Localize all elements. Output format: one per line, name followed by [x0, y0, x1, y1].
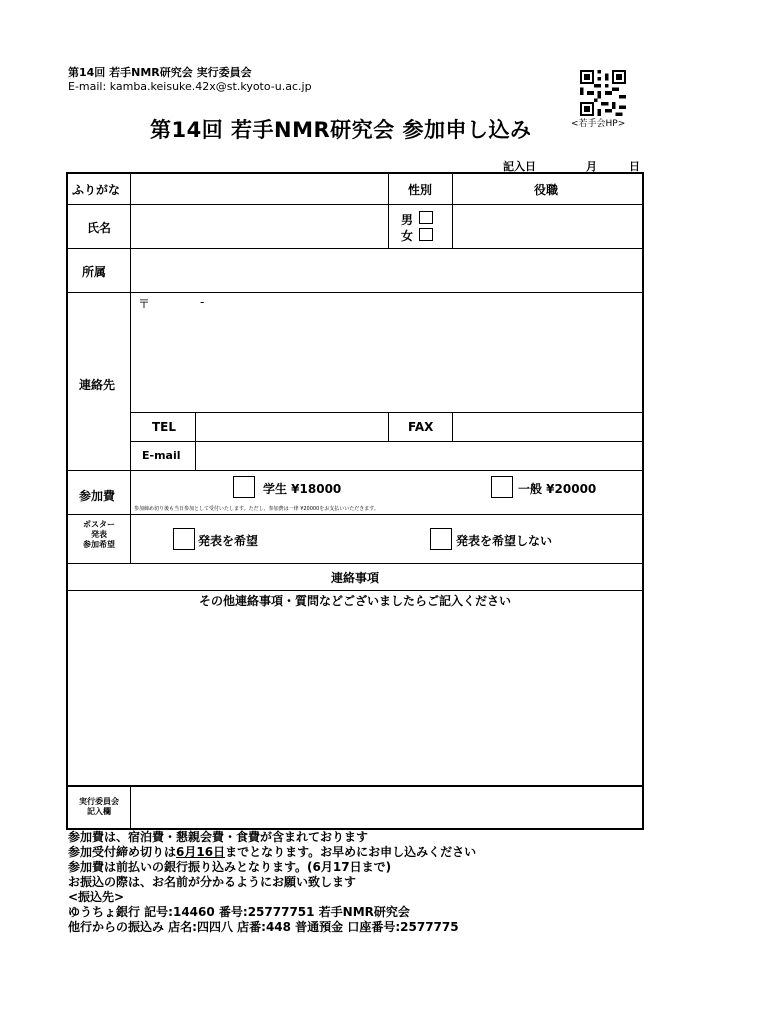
notes-header: 連絡事項 [330, 571, 379, 585]
committee-label: 実行委員会 記入欄 [79, 797, 119, 816]
footer-line-yucho: ゆうちょ銀行 記号:14460 番号:25777751 若手NMR研究会 [68, 905, 410, 919]
fee-note: 参加締め切り後も当日参加として受付いたします。ただし、参加費は一律 ¥20000をお支払いいただきます。 [134, 506, 379, 512]
notes-prompt: その他連絡事項・質問などございましたらご記入ください [198, 594, 511, 608]
gender-label: 性別 [408, 183, 433, 197]
male-label: 男 [401, 213, 414, 227]
address-input[interactable] [131, 293, 641, 411]
female-checkbox[interactable] [419, 228, 433, 241]
female-label: 女 [401, 229, 414, 243]
committee-field [131, 787, 641, 828]
poster-label: ポスター 発表 参加希望 [83, 520, 115, 549]
fee-student-checkbox[interactable] [233, 476, 255, 498]
affiliation-label: 所属 [82, 265, 107, 279]
footer-line-bank-header: <振込先> [68, 890, 125, 904]
fee-general-label: 一般 ¥20000 [518, 482, 597, 496]
fee-label: 参加費 [79, 489, 116, 503]
furigana-label: ふりがな [72, 183, 121, 197]
fee-general-checkbox[interactable] [491, 476, 513, 498]
application-form [66, 172, 644, 830]
tel-label: TEL [152, 420, 177, 434]
qr-code-icon [577, 70, 629, 116]
name-label: 氏名 [87, 221, 112, 235]
footer-line-deadline: 参加受付締め切りは6月16日までとなります。お早めにお申し込みください [68, 845, 477, 859]
male-checkbox[interactable] [419, 211, 433, 224]
position-label: 役職 [534, 183, 559, 197]
affiliation-input[interactable] [131, 249, 641, 291]
date-month[interactable]: 月 [586, 160, 597, 173]
deadline-date: 6月16日 [176, 845, 226, 859]
organizer-email: E-mail: kamba.keisuke.42x@st.kyoto-u.ac.jp [68, 80, 312, 93]
organizer-name: 第14回 若手NMR研究会 実行委員会 [68, 66, 252, 79]
fax-input[interactable] [453, 413, 641, 440]
tel-input[interactable] [196, 413, 387, 440]
footer-line-fee: 参加費は、宿泊費・懇親会費・食費が含まれております [68, 830, 369, 844]
qr-caption: <若手会HP> [571, 119, 626, 129]
furigana-input[interactable] [131, 175, 387, 203]
footer-line-other-bank: 他行からの振込み 店名:四四八 店番:448 普通預金 口座番号:2577775 [68, 920, 459, 934]
poster-yes-checkbox[interactable] [173, 528, 195, 550]
page-title: 第14回 若手NMR研究会 参加申し込み [150, 118, 532, 142]
postal-mark: 〒 [138, 297, 151, 311]
poster-yes-label: 発表を希望 [198, 534, 259, 548]
fax-label: FAX [408, 420, 434, 434]
date-label: 記入日 [503, 160, 536, 173]
poster-no-label: 発表を希望しない [456, 534, 553, 548]
footer-line-prepay: 参加費は前払いの銀行振り込みとなります。(6月17日まで) [68, 860, 392, 874]
email-label: E-mail [142, 449, 181, 462]
name-input[interactable] [131, 205, 387, 247]
footer-line-name: お振込の際は、お名前が分かるようにお願い致します [68, 875, 357, 889]
postal-dash: - [200, 295, 205, 309]
contact-label: 連絡先 [79, 378, 116, 392]
email-input[interactable] [196, 442, 641, 469]
date-day[interactable]: 日 [629, 160, 640, 173]
fee-student-label: 学生 ¥18000 [263, 482, 342, 496]
position-input[interactable] [453, 205, 642, 247]
notes-textarea[interactable] [69, 610, 641, 783]
poster-no-checkbox[interactable] [430, 528, 452, 550]
